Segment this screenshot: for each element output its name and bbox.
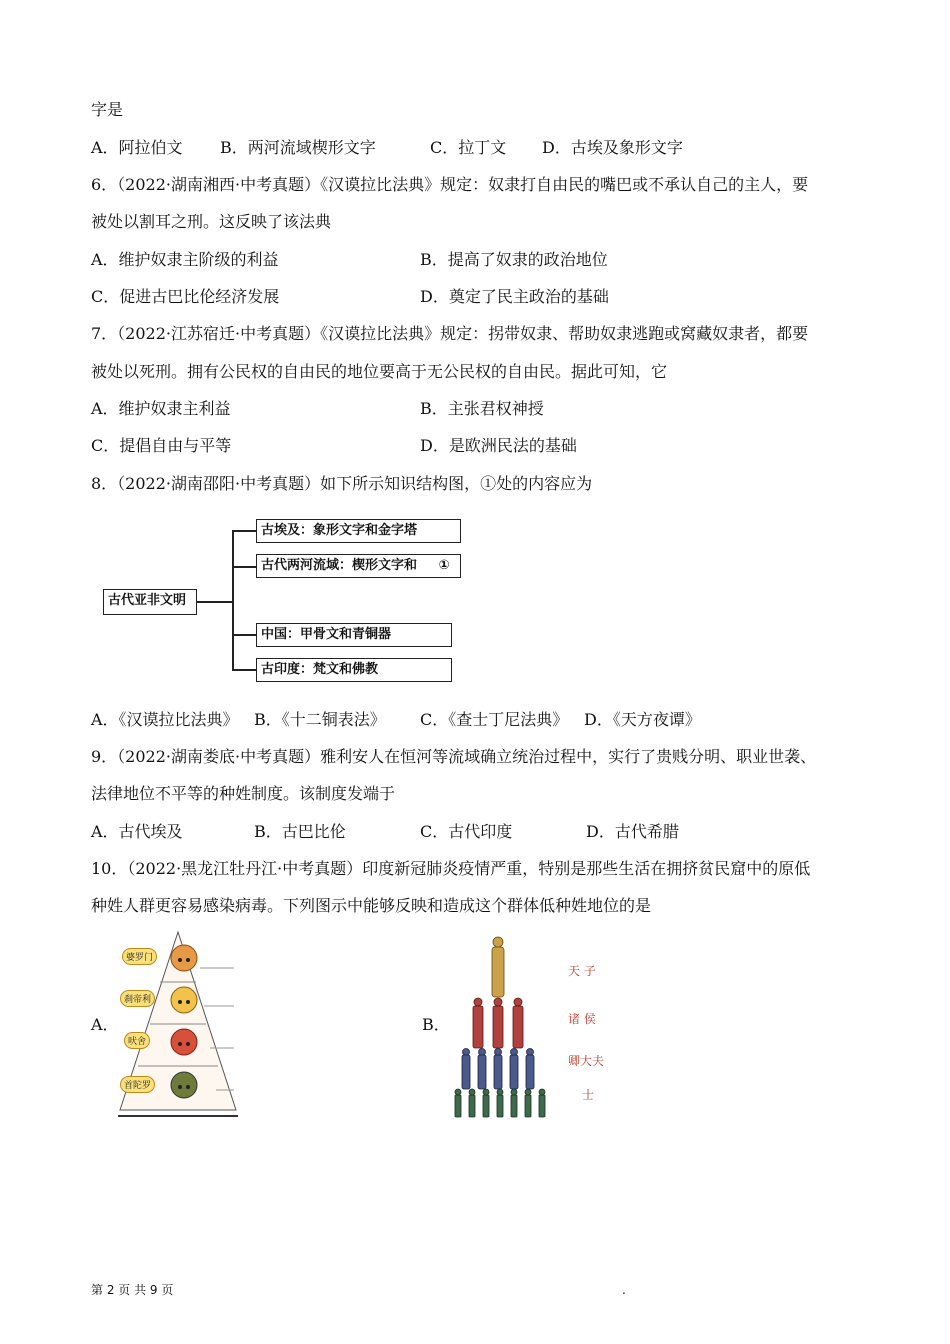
page-number: 第 2 页 共 9 页 <box>91 1283 174 1297</box>
diagram-spine <box>232 530 234 670</box>
rank-label-shi: 士 <box>582 1088 595 1102</box>
caste-label-brahmin: 婆罗门 <box>122 948 157 965</box>
footer-dot: . <box>622 1283 626 1297</box>
rank-label-zhuhou: 诸 侯 <box>568 1012 596 1026</box>
q5-option-b: B．两河流域楔形文字 <box>220 138 376 157</box>
q7-stem-line1: 7．（2022·江苏宿迁·中考真题）《汉谟拉比法典》规定：拐带奴隶、帮助奴隶逃跑或窝藏奴隶者，都要 <box>91 324 809 343</box>
diagram-branch-mesopotamia-label: 古代两河流域：楔形文字和 <box>261 558 418 573</box>
q9-option-a: A．古代埃及 <box>91 822 183 841</box>
q6-option-b: B．提高了奴隶的政治地位 <box>420 250 608 269</box>
q5-tail: 字是 <box>91 100 124 119</box>
q10-option-b: B． <box>422 1015 450 1034</box>
diagram-root: 古代亚非文明 <box>103 589 197 615</box>
feudal-hierarchy-image <box>448 930 618 1120</box>
diagram-blank: ① <box>432 555 456 578</box>
q9-stem-line2: 法律地位不平等的种姓制度。该制度发端于 <box>91 784 396 803</box>
diagram-connector <box>232 669 256 671</box>
q9-option-d: D．古代希腊 <box>586 822 679 841</box>
q8-option-b: B．《十二铜表法》 <box>254 710 386 729</box>
q5-option-c: C．拉丁文 <box>430 138 507 157</box>
q9-stem-line1: 9．（2022·湖南娄底·中考真题）雅利安人在恒河等流域确立统治过程中，实行了贵贱分明、职业世袭、 <box>91 747 817 766</box>
q6-option-a: A．维护奴隶主阶级的利益 <box>91 250 279 269</box>
q9-option-c: C．古代印度 <box>420 822 513 841</box>
rank-label-qingdafu: 卿大夫 <box>568 1054 605 1068</box>
q6-option-c: C．促进古巴比伦经济发展 <box>91 287 280 306</box>
diagram-branch-india: 古印度：梵文和佛教 <box>256 658 452 682</box>
caste-label-vaishya: 吠舍 <box>124 1032 150 1049</box>
q6-stem-line2: 被处以割耳之刑。这反映了该法典 <box>91 212 332 231</box>
caste-label-shudra: 首陀罗 <box>120 1076 155 1093</box>
q9-option-b: B．古巴比伦 <box>254 822 346 841</box>
q8-stem: 8．（2022·湖南邵阳·中考真题）如下所示知识结构图，①处的内容应为 <box>91 474 593 493</box>
diagram-connector <box>232 634 256 636</box>
q8-option-d: D．《天方夜谭》 <box>584 710 701 729</box>
q10-stem-line2: 种姓人群更容易感染病毒。下列图示中能够反映和造成这个群体低种姓地位的是 <box>91 896 652 915</box>
q10-stem-line1: 10．（2022·黑龙江牡丹江·中考真题）印度新冠肺炎疫情严重，特别是那些生活在拥挤贫民窟中的原低 <box>91 859 811 878</box>
q7-option-c: C．提倡自由与平等 <box>91 436 232 455</box>
rank-label-tianzi: 天 子 <box>568 964 596 978</box>
caste-pyramid-image <box>116 930 240 1120</box>
q7-option-b: B．主张君权神授 <box>420 399 544 418</box>
diagram-connector <box>232 566 256 568</box>
q10-option-a: A． <box>91 1015 119 1034</box>
diagram-connector <box>232 530 256 532</box>
diagram-branch-egypt: 古埃及：象形文字和金字塔 <box>256 519 461 543</box>
caste-label-kshatriya: 刹帝利 <box>120 990 155 1007</box>
q7-option-d: D．是欧洲民法的基础 <box>420 436 577 455</box>
diagram-branch-mesopotamia <box>256 554 461 578</box>
q8-option-c: C．《查士丁尼法典》 <box>420 710 569 729</box>
q5-option-d: D．古埃及象形文字 <box>542 138 683 157</box>
q6-option-d: D．奠定了民主政治的基础 <box>420 287 609 306</box>
q7-option-a: A．维护奴隶主利益 <box>91 399 231 418</box>
diagram-connector <box>197 601 233 603</box>
q7-stem-line2: 被处以死刑。拥有公民权的自由民的地位要高于无公民权的自由民。据此可知，它 <box>91 362 668 381</box>
q8-option-a: A．《汉谟拉比法典》 <box>91 710 239 729</box>
q6-stem-line1: 6．（2022·湖南湘西·中考真题）《汉谟拉比法典》规定：奴隶打自由民的嘴巴或不承认自己的主人，要 <box>91 175 809 194</box>
figurines-drawing <box>448 930 558 1120</box>
diagram-branch-china: 中国：甲骨文和青铜器 <box>256 623 452 647</box>
q5-option-a: A．阿拉伯文 <box>91 138 183 157</box>
